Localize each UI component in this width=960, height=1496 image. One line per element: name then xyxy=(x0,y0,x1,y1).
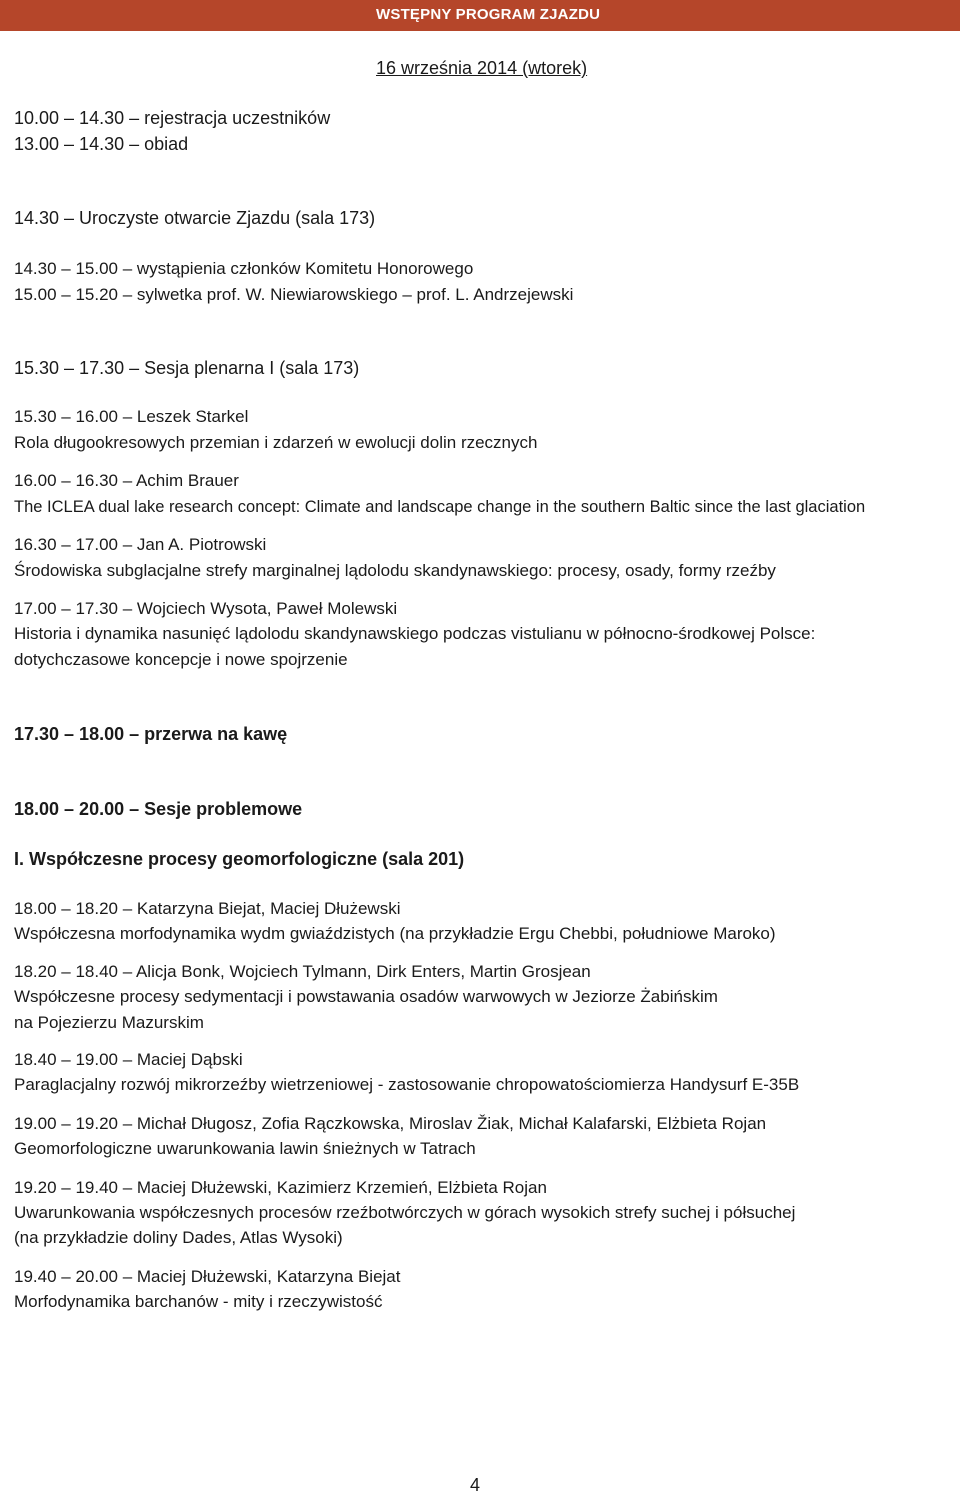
opening-item: 15.00 – 15.20 – sylwetka prof. W. Niewiarowskiego – prof. L. Andrzejewski xyxy=(14,285,574,304)
talk-time: 16.30 – 17.00 – Jan A. Piotrowski xyxy=(14,535,267,554)
talk-title: Geomorfologiczne uwarunkowania lawin śnieżnych w Tatrach xyxy=(14,1139,476,1158)
talk-title: Współczesne procesy sedymentacji i powstawania osadów warwowych w Jeziorze Żabińskim xyxy=(14,987,718,1006)
talk-title: Środowiska subglacjalne strefy marginalnej lądolodu skandynawskiego: procesy, osady, formy rzeźby xyxy=(14,561,776,580)
date-heading: 16 września 2014 (wtorek) xyxy=(376,58,588,78)
talk-time: 19.40 – 20.00 – Maciej Dłużewski, Katarzyna Biejat xyxy=(14,1267,401,1286)
talk-title: Morfodynamika barchanów - mity i rzeczywistość xyxy=(14,1292,383,1311)
plenary-title: 15.30 – 17.30 – Sesja plenarna I (sala 173) xyxy=(14,358,360,378)
talk-title: Paraglacjalny rozwój mikrorzeźby wietrzeniowej - zastosowanie chropowatościomierza Handysurf E-35B xyxy=(14,1075,800,1094)
registration-line: 10.00 – 14.30 – rejestracja uczestników xyxy=(14,108,331,128)
header-bar xyxy=(0,0,960,31)
talk-title: Uwarunkowania współczesnych procesów rzeźbotwórczych w górach wysokich strefy suchej i półsuchej xyxy=(14,1203,796,1222)
talk-time: 18.40 – 19.00 – Maciej Dąbski xyxy=(14,1050,243,1069)
opening-title: 14.30 – Uroczyste otwarcie Zjazdu (sala 173) xyxy=(14,208,376,228)
talk-time: 18.20 – 18.40 – Alicja Bonk, Wojciech Tylmann, Dirk Enters, Martin Grosjean xyxy=(14,962,591,981)
talk-time: 17.00 – 17.30 – Wojciech Wysota, Paweł Molewski xyxy=(14,599,398,618)
header-title: WSTĘPNY PROGRAM ZJAZDU xyxy=(376,6,601,23)
coffee-break: 17.30 – 18.00 – przerwa na kawę xyxy=(14,724,288,744)
opening-item: 14.30 – 15.00 – wystąpienia członków Komitetu Honorowego xyxy=(14,259,474,278)
lunch-line: 13.00 – 14.30 – obiad xyxy=(14,134,189,154)
talk-time: 16.00 – 16.30 – Achim Brauer xyxy=(14,471,239,490)
talk-title: Historia i dynamika nasunięć lądolodu skandynawskiego podczas vistulianu w północno-środkowej Polsce: xyxy=(14,624,816,643)
talk-title: Rola długookresowych przemian i zdarzeń w ewolucji dolin rzecznych xyxy=(14,433,538,452)
talk-title: (na przykładzie doliny Dades, Atlas Wysoki) xyxy=(14,1228,343,1247)
talk-title: na Pojezierzu Mazurskim xyxy=(14,1013,204,1032)
talk-title: The ICLEA dual lake research concept: Climate and landscape change in the southern Baltic since the last glaciation xyxy=(14,498,866,516)
talk-time: 18.00 – 18.20 – Katarzyna Biejat, Maciej Dłużewski xyxy=(14,899,401,918)
talk-title: Współczesna morfodynamika wydm gwiaździstych (na przykładzie Ergu Chebbi, południowe Maroko) xyxy=(14,924,776,943)
talk-time: 15.30 – 16.00 – Leszek Starkel xyxy=(14,407,249,426)
problem-sessions-title: 18.00 – 20.00 – Sesje problemowe xyxy=(14,799,303,819)
talk-title: dotychczasowe koncepcje i nowe spojrzenie xyxy=(14,650,348,669)
page-number: 4 xyxy=(470,1475,481,1495)
talk-time: 19.00 – 19.20 – Michał Długosz, Zofia Rączkowska, Miroslav Žiak, Michał Kalafarski, Elżbieta Rojan xyxy=(14,1114,767,1133)
session-title: I. Współczesne procesy geomorfologiczne (sala 201) xyxy=(14,849,465,869)
talk-time: 19.20 – 19.40 – Maciej Dłużewski, Kazimierz Krzemień, Elżbieta Rojan xyxy=(14,1178,547,1197)
